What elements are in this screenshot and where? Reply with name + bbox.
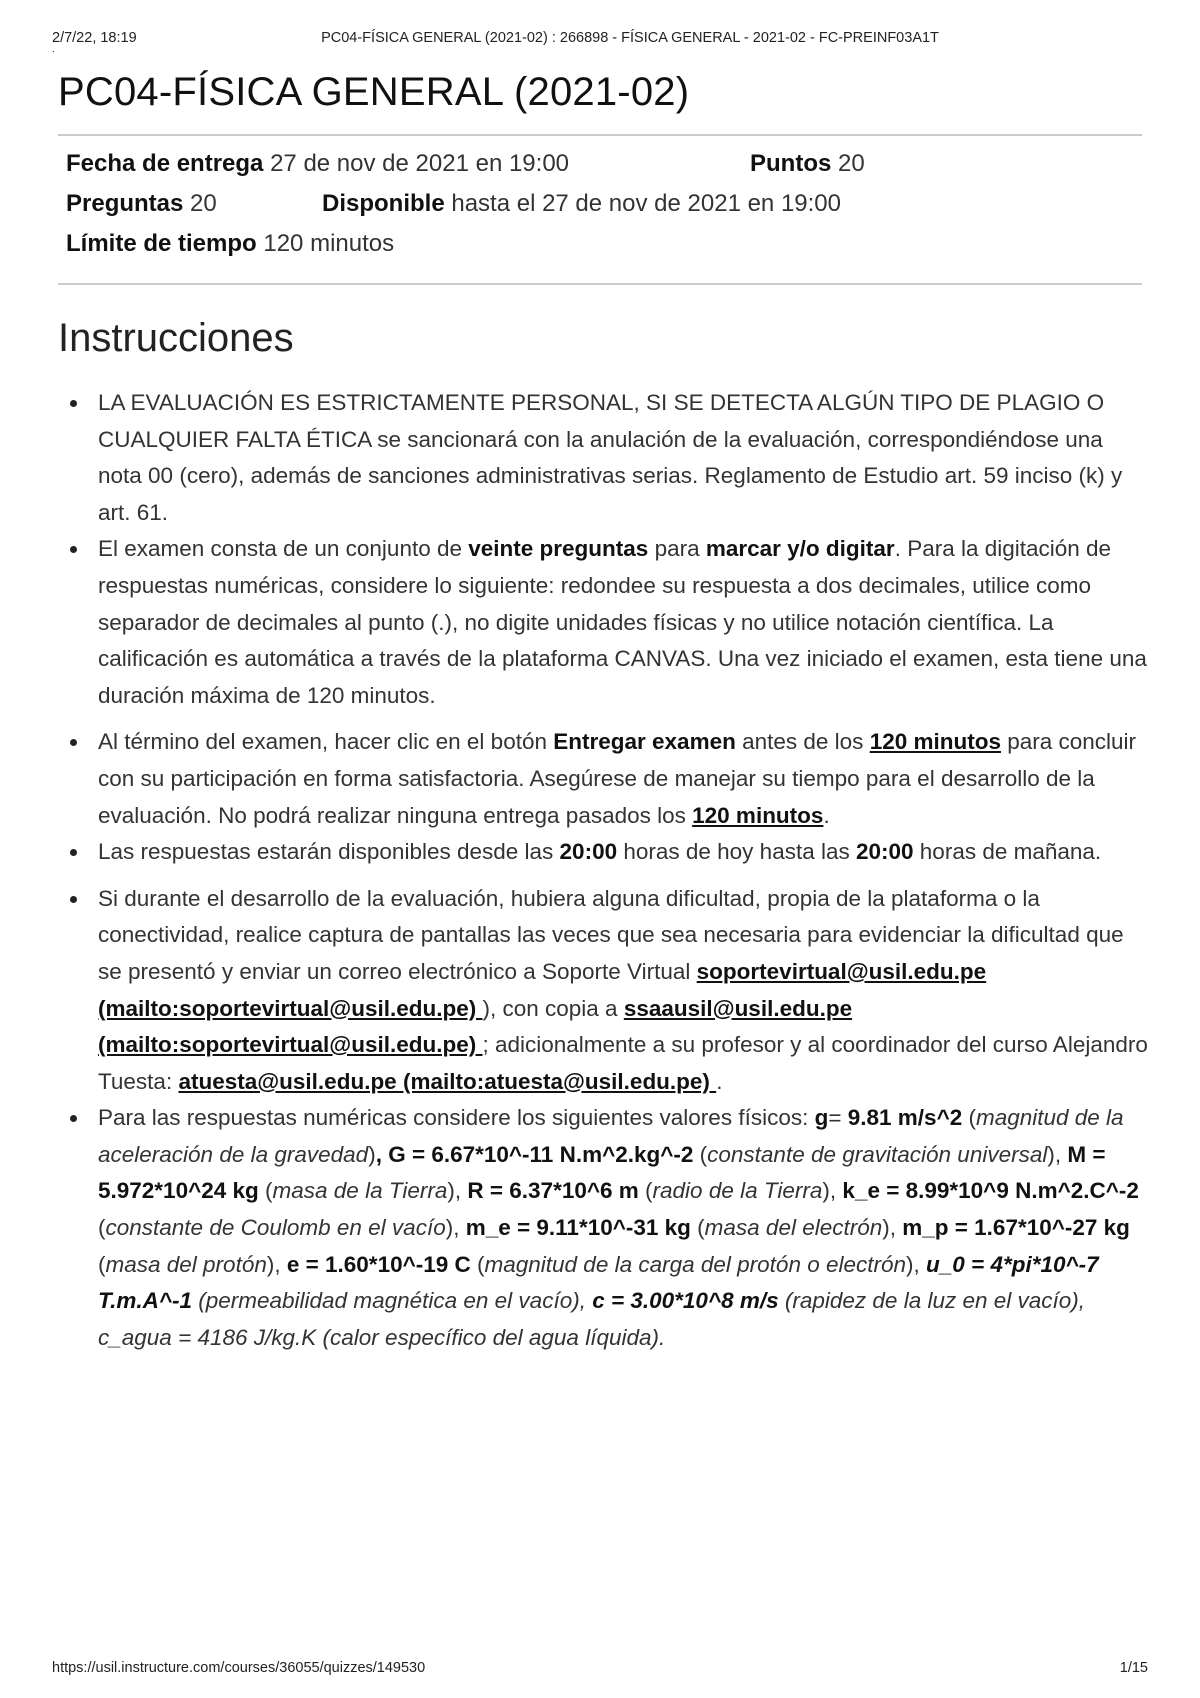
- instruction-text: El examen consta de un conjunto de: [98, 536, 469, 562]
- constants-segment: (: [258, 1178, 273, 1204]
- instructions-list: [58, 385, 1148, 1356]
- questions: [66, 190, 217, 218]
- availability: [322, 190, 841, 218]
- constants-segment: (: [962, 1105, 976, 1131]
- constants-segment: magnitud de la aceleración de la gravedad: [98, 1105, 1124, 1167]
- instructions-body: [58, 385, 1148, 1356]
- print-footer: [52, 1660, 1148, 1680]
- print-header: [52, 30, 1148, 55]
- constants-segment: constante de gravitación universal: [707, 1141, 1048, 1167]
- instruction-text: .: [823, 802, 830, 828]
- instruction-text: LA EVALUACIÓN ES ESTRICTAMENTE PERSONAL, SI SE DETECTA ALGÚN TIPO DE PLAGIO O CUALQUIER FALTA ÉTICA se sancionará con la anulación de la evaluación, correspondiéndose una nota 00 (cero), además de sanciones administrativas serias. Reglamento de Estudio art. 59 inciso (k) y art. 61.: [98, 390, 1123, 525]
- constants-segment: (: [690, 1215, 705, 1241]
- instruction-text: ), con copia a: [482, 995, 624, 1021]
- questions-value: 20: [190, 190, 217, 217]
- constants-segment: ): [368, 1141, 376, 1167]
- constants-segment: (rapidez de la luz en el vacío), c_agua = 4186 J/kg.K (calor específico del agua líquida).: [98, 1288, 1086, 1350]
- instruction-text: antes de los: [735, 729, 870, 755]
- print-date: 2/7/22, 18:19: [52, 30, 137, 46]
- print-marker: .: [52, 44, 55, 55]
- constants-segment: radio de la Tierra: [652, 1178, 823, 1204]
- constants-segment: Para las respuestas numéricas considere los siguientes valores físicos:: [98, 1105, 815, 1131]
- instruction-text: para: [648, 536, 706, 562]
- cc-email-link[interactable]: ssaausil@usil.edu.pe (mailto:soportevirtual@usil.edu.pe): [98, 995, 853, 1058]
- constants-segment: ),: [822, 1178, 843, 1204]
- constants-segment: (: [470, 1251, 485, 1277]
- coordinator-email-link[interactable]: atuesta@usil.edu.pe (mailto:atuesta@usil.edu.pe): [178, 1068, 717, 1094]
- constants-segment: magnitud de la carga del protón o electrón: [484, 1251, 907, 1277]
- points-value: 20: [838, 150, 865, 177]
- details-divider: [58, 283, 1142, 285]
- constants-segment: ),: [572, 1288, 593, 1314]
- time-limit-emphasis: 120 minutos: [692, 802, 824, 828]
- emphasis-text: marcar y/o digitar: [705, 536, 895, 562]
- print-document-title: PC04-FÍSICA GENERAL (2021-02) : 266898 - FÍSICA GENERAL - 2021-02 - FC-PREINF03A1T: [321, 30, 939, 46]
- constants-segment: permeabilidad magnética en el vacío: [205, 1288, 573, 1314]
- constants-segment: ),: [906, 1251, 927, 1277]
- constants-segment: , G = 6.67*10^-11 N.m^2.kg^-2: [375, 1141, 694, 1167]
- page-url: https://usil.instructure.com/courses/36055/quizzes/149530: [52, 1660, 426, 1676]
- title-divider: [58, 134, 1142, 136]
- instruction-item-3: [58, 724, 1148, 834]
- questions-label: Preguntas: [66, 190, 184, 217]
- time-limit-emphasis: 120 minutos: [869, 729, 1001, 755]
- instruction-text: . Para la digitación de respuestas numéricas, considere lo siguiente: redondee su respuesta a dos decimales, utilice como separador de decimales al punto (.), no digite unidades físicas y no utilice notación científica. La calificación es automática a través de la plataforma CANVAS. Una vez iniciado el examen, esta tiene una duración máxima de 120 minutos.: [98, 536, 1147, 708]
- constants-segment: masa del protón: [105, 1251, 267, 1277]
- instruction-text: Al término del examen, hacer clic en el botón: [98, 729, 554, 755]
- instruction-item-4: [58, 834, 1148, 871]
- instruction-item-5: [58, 881, 1148, 1101]
- time-limit: [66, 230, 394, 258]
- constants-segment: ),: [882, 1215, 903, 1241]
- constants-segment: R = 6.37*10^6 m: [467, 1178, 639, 1204]
- time-limit-label: Límite de tiempo: [66, 230, 257, 257]
- instructions-heading: Instrucciones: [58, 316, 294, 360]
- emphasis-text: veinte preguntas: [468, 536, 649, 562]
- constants-segment: m_e = 9.11*10^-31 kg: [465, 1215, 691, 1241]
- instruction-text: horas de mañana.: [913, 839, 1102, 865]
- constants-segment: masa de la Tierra: [272, 1178, 448, 1204]
- support-email-link[interactable]: soportevirtual@usil.edu.pe (mailto:soportevirtual@usil.edu.pe): [98, 958, 987, 1021]
- due-date-value: 27 de nov de 2021 en 19:00: [270, 150, 570, 177]
- constants-segment: (: [98, 1215, 106, 1241]
- quiz-title: PC04-FÍSICA GENERAL (2021-02): [58, 70, 690, 114]
- time-limit-value: 120 minutos: [263, 230, 395, 257]
- constants-segment: (: [693, 1141, 708, 1167]
- points-label: Puntos: [750, 150, 832, 177]
- emphasis-text: 20:00: [559, 839, 618, 865]
- physical-constants-text: [98, 1105, 1139, 1350]
- points: [750, 150, 865, 178]
- page-number: 1/15: [1119, 1660, 1148, 1676]
- instruction-text: para concluir con su participación en forma satisfactoria. Asegúrese de manejar su tiempo para el desarrollo de la evaluación. No podrá realizar ninguna entrega pasados los: [98, 729, 1137, 828]
- constants-segment: ),: [447, 1178, 468, 1204]
- constants-segment: (: [638, 1178, 653, 1204]
- due-date-label: Fecha de entrega: [66, 150, 264, 177]
- constants-segment: g: [814, 1105, 829, 1131]
- instruction-text: Si durante el desarrollo de la evaluación, hubiera alguna dificultad, propia de la plataforma o la conectividad, realice captura de pantallas las veces que sea necesaria para evidenciar la dificultad que se presentó y enviar un correo electrónico a Soporte Virtual: [98, 885, 1124, 984]
- instruction-text: Las respuestas estarán disponibles desde las: [98, 839, 560, 865]
- emphasis-text: 20:00: [856, 839, 914, 865]
- constants-segment: 9.81 m/s^2: [847, 1105, 963, 1131]
- constants-segment: (: [98, 1251, 106, 1277]
- constants-segment: u_0 = 4*pi*10^-7 T.m.A^-1: [98, 1251, 1099, 1314]
- constants-segment: c = 3.00*10^8 m/s: [592, 1288, 779, 1314]
- due-date: [66, 150, 569, 178]
- instruction-text: ; adicionalmente a su profesor y al coordinador del curso Alejandro Tuesta:: [98, 1032, 1148, 1094]
- availability-label: Disponible: [322, 190, 445, 217]
- constants-segment: (: [191, 1288, 206, 1314]
- constants-segment: m_p = 1.67*10^-27 kg: [902, 1215, 1130, 1241]
- instruction-item-1: [58, 385, 1148, 531]
- availability-value: hasta el 27 de nov de 2021 en 19:00: [451, 190, 842, 217]
- instruction-item-6: [58, 1100, 1148, 1356]
- constants-segment: ),: [1047, 1141, 1068, 1167]
- constants-segment: ),: [445, 1215, 466, 1241]
- constants-segment: ),: [266, 1251, 287, 1277]
- constants-segment: masa del electrón: [704, 1215, 883, 1241]
- submit-exam-emphasis: Entregar examen: [553, 729, 736, 755]
- instruction-text: horas de hoy hasta las: [617, 839, 856, 865]
- instruction-text: .: [716, 1068, 723, 1094]
- instruction-item-2: [58, 531, 1148, 714]
- constants-segment: constante de Coulomb en el vacío: [105, 1215, 446, 1241]
- constants-segment: =: [828, 1105, 848, 1131]
- constants-segment: k_e = 8.99*10^9 N.m^2.C^-2: [842, 1178, 1139, 1204]
- constants-segment: M = 5.972*10^24 kg: [98, 1141, 1106, 1204]
- constants-segment: e = 1.60*10^-19 C: [286, 1251, 471, 1277]
